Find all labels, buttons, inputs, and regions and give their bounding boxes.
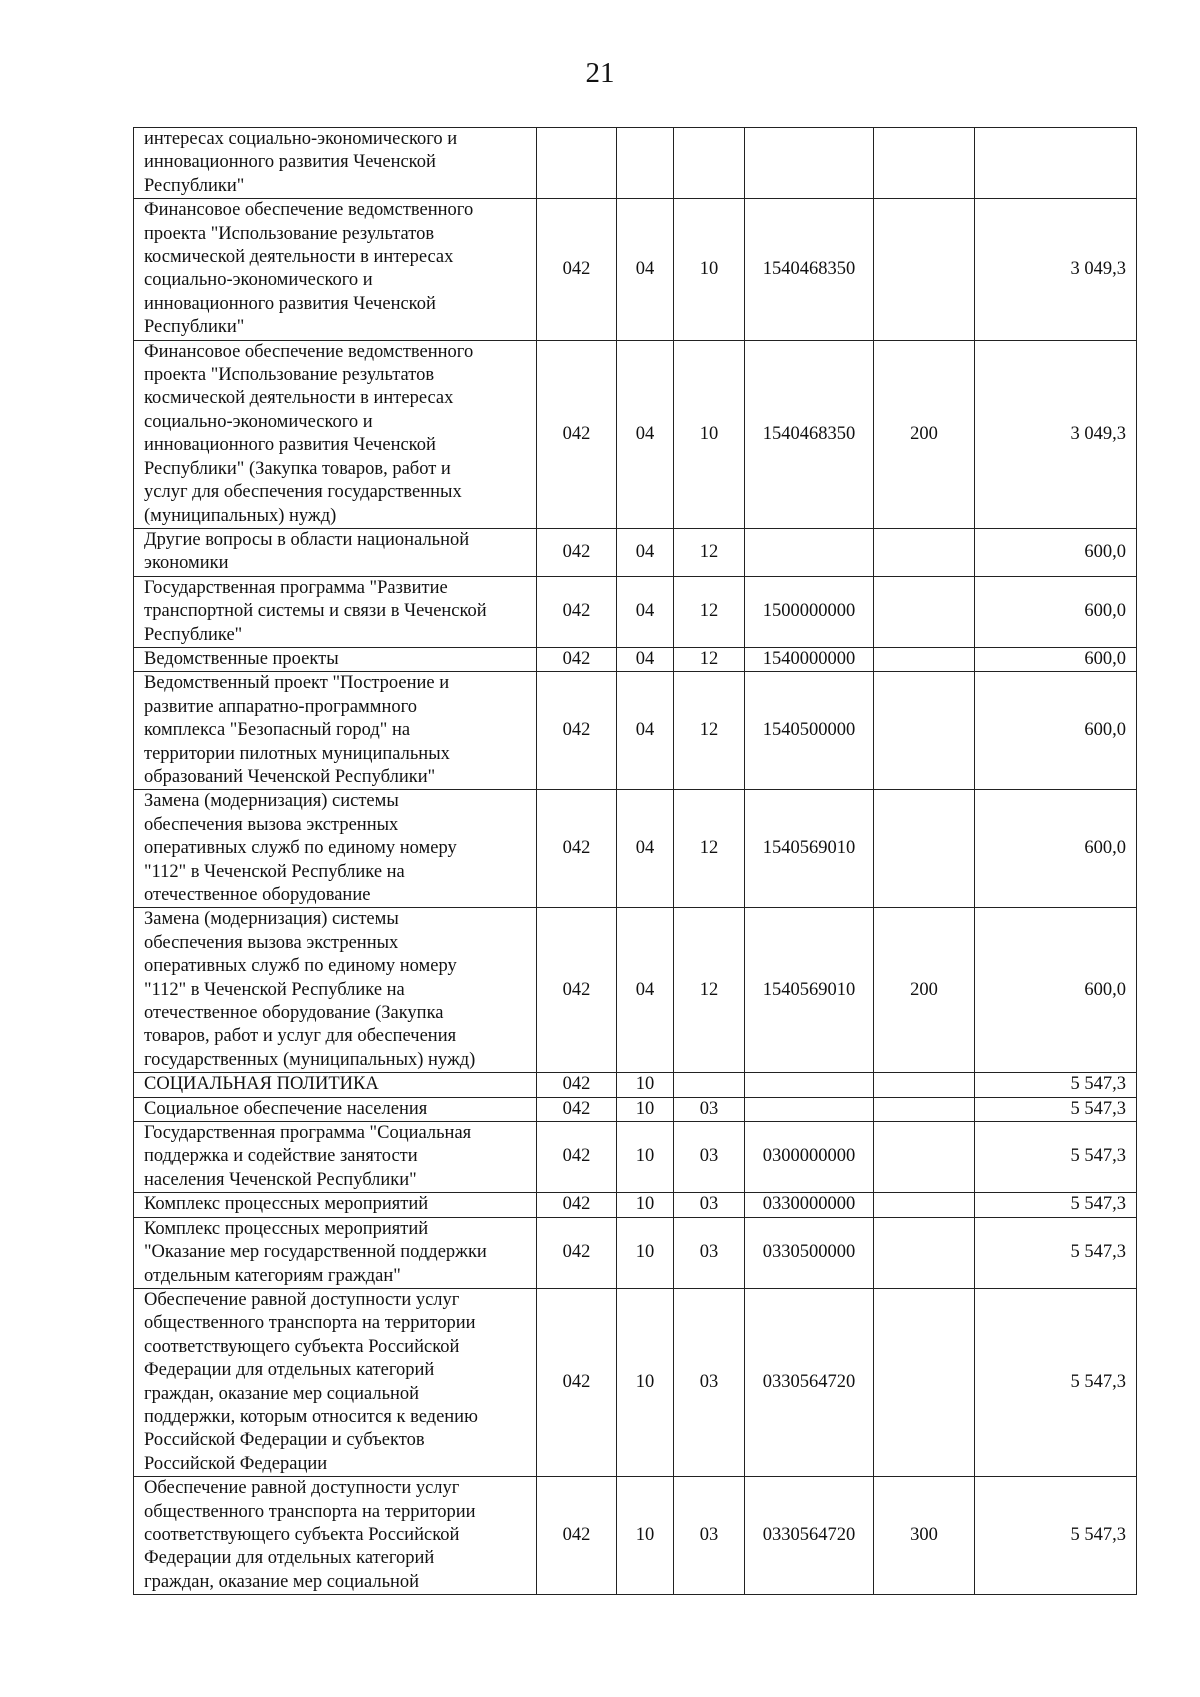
row-target-article: 0300000000 (745, 1122, 874, 1193)
row-expense-type (874, 128, 975, 199)
table-row (134, 790, 1137, 908)
row-expense-type (874, 1122, 975, 1193)
row-amount: 600,0 (975, 790, 1137, 908)
table-row (134, 672, 1137, 790)
row-subsection: 12 (674, 672, 745, 790)
row-expense-type (874, 672, 975, 790)
row-subsection: 12 (674, 576, 745, 647)
row-grbs: 042 (537, 1477, 617, 1595)
row-section: 04 (617, 790, 674, 908)
row-name: Ведомственный проект "Построение и развитие аппаратно-программного комплекса "Безопасный город" на территории пилотных муниципальных образований Чеченской Республики" (134, 672, 537, 790)
row-amount: 5 547,3 (975, 1073, 1137, 1097)
table-row (134, 908, 1137, 1073)
row-name: Комплекс процессных мероприятий (134, 1193, 537, 1217)
row-amount: 600,0 (975, 647, 1137, 671)
row-amount: 600,0 (975, 528, 1137, 576)
row-grbs: 042 (537, 528, 617, 576)
row-subsection (674, 1073, 745, 1097)
row-amount: 3 049,3 (975, 340, 1137, 528)
row-section: 04 (617, 672, 674, 790)
row-target-article: 1540468350 (745, 340, 874, 528)
row-expense-type (874, 1073, 975, 1097)
row-name: Обеспечение равной доступности услуг общественного транспорта на территории соответствующего субъекта Российской Федерации для отдельных категорий граждан, оказание мер социальной (134, 1477, 537, 1595)
row-expense-type: 200 (874, 340, 975, 528)
row-name: интересах социально-экономического и инновационного развития Чеченской Республики" (134, 128, 537, 199)
row-expense-type (874, 790, 975, 908)
table-row (134, 576, 1137, 647)
row-target-article: 1540569010 (745, 908, 874, 1073)
row-subsection: 12 (674, 790, 745, 908)
row-subsection: 12 (674, 528, 745, 576)
row-amount: 3 049,3 (975, 199, 1137, 340)
row-expense-type: 200 (874, 908, 975, 1073)
row-target-article (745, 1073, 874, 1097)
row-target-article (745, 528, 874, 576)
row-name: Замена (модернизация) системы обеспечения вызова экстренных оперативных служб по единому номеру "112" в Чеченской Республике на отечественное оборудование (Закупка товаров, работ и услуг для обеспечения государственных (муниципальных) нужд) (134, 908, 537, 1073)
budget-table (133, 127, 1137, 1595)
row-section: 04 (617, 647, 674, 671)
row-target-article: 1540569010 (745, 790, 874, 908)
row-name: Социальное обеспечение населения (134, 1097, 537, 1121)
row-expense-type: 300 (874, 1477, 975, 1595)
row-amount (975, 128, 1137, 199)
table-row (134, 199, 1137, 340)
row-name: Комплекс процессных мероприятий "Оказание мер государственной поддержки отдельным категориям граждан" (134, 1217, 537, 1288)
row-name: Ведомственные проекты (134, 647, 537, 671)
row-name: Финансовое обеспечение ведомственного проекта "Использование результатов космической деятельности в интересах социально-экономического и инновационного развития Чеченской Республики" (Закупка товаров, работ и услуг для обеспечения государственных (муниципальных) нужд) (134, 340, 537, 528)
row-section (617, 128, 674, 199)
row-section: 10 (617, 1122, 674, 1193)
table-row (134, 1122, 1137, 1193)
row-name: Государственная программа "Социальная поддержка и содействие занятости населения Чеченской Республики" (134, 1122, 537, 1193)
row-subsection: 03 (674, 1217, 745, 1288)
row-target-article: 1540000000 (745, 647, 874, 671)
row-expense-type (874, 576, 975, 647)
row-expense-type (874, 647, 975, 671)
table-row (134, 340, 1137, 528)
row-name: Финансовое обеспечение ведомственного проекта "Использование результатов космической деятельности в интересах социально-экономического и инновационного развития Чеченской Республики" (134, 199, 537, 340)
row-expense-type (874, 1193, 975, 1217)
row-amount: 600,0 (975, 672, 1137, 790)
row-target-article: 0330564720 (745, 1477, 874, 1595)
row-grbs: 042 (537, 1073, 617, 1097)
row-grbs: 042 (537, 672, 617, 790)
row-name: Обеспечение равной доступности услуг общественного транспорта на территории соответствующего субъекта Российской Федерации для отдельных категорий граждан, оказание мер социальной поддержки, которым относится к ведению Российской Федерации и субъектов Российской Федерации (134, 1288, 537, 1476)
row-target-article: 0330564720 (745, 1288, 874, 1476)
table-row (134, 1217, 1137, 1288)
row-subsection: 12 (674, 647, 745, 671)
row-target-article: 0330500000 (745, 1217, 874, 1288)
row-subsection: 03 (674, 1477, 745, 1595)
row-target-article: 1540468350 (745, 199, 874, 340)
row-amount: 5 547,3 (975, 1288, 1137, 1476)
row-grbs: 042 (537, 790, 617, 908)
row-section: 10 (617, 1217, 674, 1288)
row-expense-type (874, 199, 975, 340)
row-target-article: 1500000000 (745, 576, 874, 647)
row-expense-type (874, 1217, 975, 1288)
row-subsection: 12 (674, 908, 745, 1073)
row-grbs: 042 (537, 1097, 617, 1121)
row-name: СОЦИАЛЬНАЯ ПОЛИТИКА (134, 1073, 537, 1097)
row-amount: 600,0 (975, 908, 1137, 1073)
row-grbs: 042 (537, 1217, 617, 1288)
row-subsection: 03 (674, 1288, 745, 1476)
row-section: 10 (617, 1193, 674, 1217)
row-section: 10 (617, 1477, 674, 1595)
row-target-article (745, 128, 874, 199)
row-grbs: 042 (537, 340, 617, 528)
table-row (134, 128, 1137, 199)
row-expense-type (874, 1288, 975, 1476)
table-row (134, 1073, 1137, 1097)
table-row (134, 528, 1137, 576)
row-expense-type (874, 528, 975, 576)
row-grbs: 042 (537, 1193, 617, 1217)
row-section: 04 (617, 340, 674, 528)
row-amount: 5 547,3 (975, 1097, 1137, 1121)
row-name: Замена (модернизация) системы обеспечения вызова экстренных оперативных служб по единому номеру "112" в Чеченской Республике на отечественное оборудование (134, 790, 537, 908)
row-section: 04 (617, 576, 674, 647)
row-subsection: 03 (674, 1193, 745, 1217)
row-subsection: 10 (674, 199, 745, 340)
table-row (134, 647, 1137, 671)
budget-table-body (134, 128, 1137, 1595)
row-grbs: 042 (537, 576, 617, 647)
row-subsection (674, 128, 745, 199)
row-subsection: 10 (674, 340, 745, 528)
row-grbs: 042 (537, 199, 617, 340)
row-grbs (537, 128, 617, 199)
row-name: Другие вопросы в области национальной экономики (134, 528, 537, 576)
table-row (134, 1097, 1137, 1121)
row-amount: 600,0 (975, 576, 1137, 647)
row-section: 04 (617, 199, 674, 340)
row-target-article (745, 1097, 874, 1121)
row-grbs: 042 (537, 908, 617, 1073)
row-target-article: 0330000000 (745, 1193, 874, 1217)
row-section: 04 (617, 908, 674, 1073)
row-grbs: 042 (537, 1122, 617, 1193)
row-section: 10 (617, 1288, 674, 1476)
row-section: 10 (617, 1097, 674, 1121)
row-name: Государственная программа "Развитие транспортной системы и связи в Чеченской Республике" (134, 576, 537, 647)
row-grbs: 042 (537, 1288, 617, 1476)
row-expense-type (874, 1097, 975, 1121)
table-row (134, 1477, 1137, 1595)
row-grbs: 042 (537, 647, 617, 671)
row-amount: 5 547,3 (975, 1193, 1137, 1217)
table-row (134, 1193, 1137, 1217)
row-section: 04 (617, 528, 674, 576)
row-amount: 5 547,3 (975, 1217, 1137, 1288)
row-section: 10 (617, 1073, 674, 1097)
row-subsection: 03 (674, 1122, 745, 1193)
row-target-article: 1540500000 (745, 672, 874, 790)
table-row (134, 1288, 1137, 1476)
page-number: 21 (585, 57, 615, 89)
row-amount: 5 547,3 (975, 1477, 1137, 1595)
row-amount: 5 547,3 (975, 1122, 1137, 1193)
row-subsection: 03 (674, 1097, 745, 1121)
